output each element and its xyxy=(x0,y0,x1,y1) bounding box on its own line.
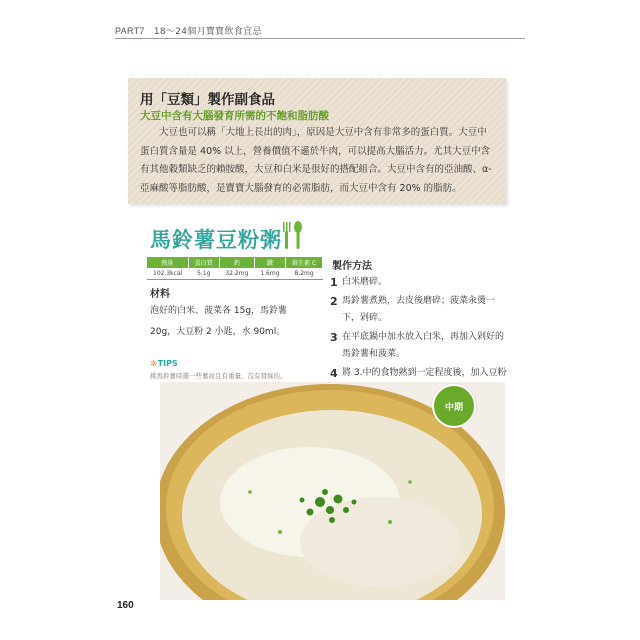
method-step xyxy=(330,274,510,291)
nutrition-header-cell: 維生素 C xyxy=(286,257,323,268)
step-number: 4 xyxy=(330,367,338,380)
method-step xyxy=(330,329,510,363)
nutrition-header-cell: 蛋白質 xyxy=(188,257,219,268)
tips-heading-label: TIPS xyxy=(157,359,178,368)
chapter-title: 18～24個月寶寶飲食宜忌 xyxy=(153,27,262,37)
step-text: 在平底鍋中加水放入白米，再加入剁好的馬鈴薯和菠菜。 xyxy=(342,332,505,359)
nutrition-value-cell: 32.2mg xyxy=(219,268,254,280)
info-box-title: 用「豆類」製作副食品 xyxy=(140,92,275,108)
nutrition-header-cell: 熱量 xyxy=(147,257,188,268)
nutrition-header-cell: 鈣 xyxy=(219,257,254,268)
utensils-icon xyxy=(280,220,306,250)
step-text: 馬鈴薯煮熟，去皮後磨碎；菠菜汆燙一下，剁碎。 xyxy=(342,296,496,323)
nutrition-header-cell: 鐵 xyxy=(254,257,285,268)
materials-body: 泡好的白米、菠菜各 15g，馬鈴薯 20g，大豆粉 2 小匙，水 90ml。 xyxy=(150,306,288,337)
method-heading: 製作方法 xyxy=(332,261,372,272)
stage-badge: 中期 xyxy=(432,384,476,428)
tips-body: 挑馬鈴薯時選一些薯而且有重量，沒有發綠的。 xyxy=(150,372,287,380)
part-label: PART7 xyxy=(115,26,145,36)
nutrition-value-cell: 5.1g xyxy=(188,268,219,280)
running-header xyxy=(115,24,262,37)
step-number: 2 xyxy=(330,295,338,308)
nutrition-header-row xyxy=(147,257,323,268)
step-text: 將 3.中的食物熟到一定程度後，加入豆粉 xyxy=(342,368,507,378)
nutrition-value-cell: 8.2mg xyxy=(286,268,323,280)
step-number: 3 xyxy=(330,331,338,344)
info-box xyxy=(128,78,506,204)
nutrition-value-cell: 102.3kcal xyxy=(147,268,188,280)
nutrition-value-cell: 1.6mg xyxy=(254,268,285,280)
tips-star-icon: ✲ xyxy=(150,359,157,368)
materials-heading: 材料 xyxy=(150,289,170,300)
step-text: 白米磨碎。 xyxy=(342,277,388,287)
recipe-title: 馬鈴薯豆粉粥 xyxy=(150,228,282,252)
nutrition-table xyxy=(147,257,323,280)
nutrition-value-row xyxy=(147,268,323,280)
info-box-body: 大豆也可以稱「大地上長出的肉」，原因是大豆中含有非常多的蛋白質。大豆中蛋白質含量是 40% 以上，營養價值不遜於牛肉，可以提高大腦活力。尤其大豆中含有其他穀類缺乏的賴胺酸，大豆和白米是很好的搭配組合。大豆中含有的亞油酸、α-亞麻酸等脂肪酸，是寶寶大腦發育的必需脂肪，而大豆中含有 20% 的脂肪。 xyxy=(140,127,492,194)
header-divider xyxy=(115,38,525,39)
tips-heading xyxy=(150,359,178,368)
page-number: 160 xyxy=(117,600,134,611)
step-number: 1 xyxy=(330,276,338,289)
info-box-subtitle: 大豆中含有大腦發育所需的不飽和脂肪酸 xyxy=(140,110,329,122)
method-step xyxy=(330,293,510,327)
